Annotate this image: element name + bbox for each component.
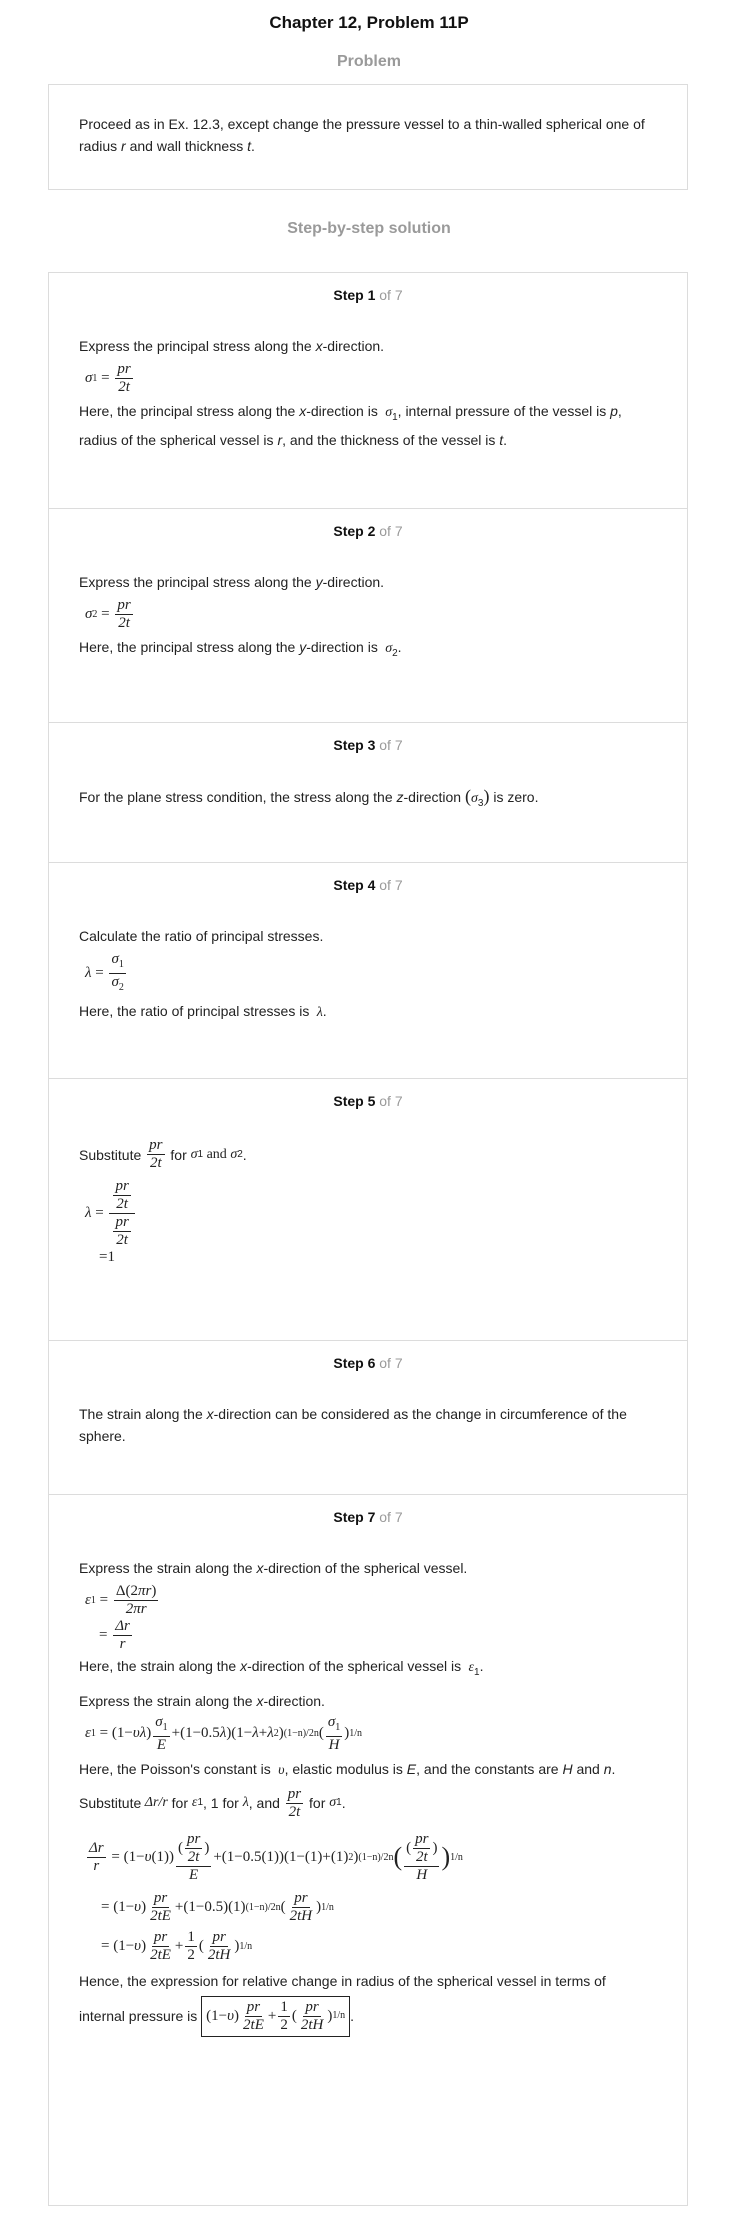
step-text: Here, the strain along the x-direction of the spherical vessel is $\varepsilon_1$. (79, 1658, 484, 1678)
equation: λ = $\frac{\sigma_1}{\sigma_2}$ (85, 951, 124, 993)
step-2 (49, 509, 687, 723)
step-header: Step 6 of 7 (333, 1355, 403, 1371)
step-header: Step 2 of 7 (333, 523, 403, 539)
step-6 (49, 1341, 687, 1495)
equation: $\frac{\Delta r}{r}$ = (1− υ (1)) ( $\frac{pr}{2t}$ ) E +(1−0.5(1))(1−(1)+(1) 2 ) (1−n)/2n ( ( $\frac{pr}{2t}$ ) H ) 1/n (89, 1830, 463, 1883)
problem-text: Proceed as in Ex. 12.3, except change the pressure vessel to a thin-walled spherical one of radius r and wall thickness t. (79, 116, 645, 154)
step-text: Substitute Δr/r for ε 1 , 1 for λ , and $\frac{pr}{2t}$ for σ 1 . (79, 1785, 346, 1820)
problem-box (48, 84, 688, 190)
step-text: For the plane stress condition, the stress along the z-direction $(\sigma_3)$ is zero. (79, 786, 539, 809)
equation: σ 2 = $\frac{pr}{2t}$ (85, 597, 131, 631)
step-5 (49, 1079, 687, 1341)
step-text: Here, the ratio of principal stresses is λ. (79, 1003, 327, 1020)
problem-heading: Problem (336, 53, 401, 70)
step-text: Hence, the expression for relative change in radius of the spherical vessel in terms of (79, 1972, 606, 1989)
equation: = (1− υ ) $\frac{pr}{2tE}$ +(1−0.5)(1) (1−n)/2n ( $\frac{pr}{2tH}$ ) 1/n (101, 1889, 334, 1924)
step-3 (49, 723, 687, 863)
step-header: Step 1 of 7 (333, 287, 403, 303)
step-header: Step 3 of 7 (333, 737, 403, 753)
step-4 (49, 863, 687, 1079)
equation: σ 1 = $\frac{pr}{2t}$ (85, 361, 131, 395)
equation: = $\frac{\Delta r}{r}$ (99, 1618, 130, 1652)
step-text: Express the strain along the x-direction of the spherical vessel. (79, 1560, 468, 1576)
step-text: Here, the principal stress along the y-direction is $\sigma_2$. (79, 639, 402, 659)
solution-box (48, 272, 688, 2206)
step-header: Step 7 of 7 (333, 1509, 403, 1525)
step-header: Step 5 of 7 (333, 1093, 403, 1109)
step-text: Here, the principal stress along the x-direction is $\sigma_1$, internal pressure of the vessel is p, radius of the spherical vessel is r, and the thickness of the vessel is t. (79, 403, 622, 448)
equation: = (1− υ ) $\frac{pr}{2tE}$ + $\frac{1}{2}$ ( $\frac{pr}{2tH}$ ) 1/n (101, 1928, 253, 1963)
equation: ε 1 = (1− υλ ) $\frac{\sigma_1}{E}$ +(1−0.5 λ )(1− λ + λ 2 ) (1−n)/2n ( $\frac{\sigma_1}{H}$ ) 1/n (85, 1713, 362, 1753)
step-7 (49, 1495, 687, 2205)
step-text: Express the principal stress along the y-direction. (79, 574, 385, 590)
step-text: Express the principal stress along the x-direction. (79, 338, 385, 354)
equation: λ = $\frac{\frac{pr}{2t}}{\frac{pr}{2t}}$ (85, 1178, 657, 1249)
step-text: Calculate the ratio of principal stresses. (79, 928, 324, 944)
step-header: Step 4 of 7 (333, 877, 403, 893)
step-text: The strain along the x-direction can be considered as the change in circumference of the sphere. (79, 1406, 627, 1444)
equation: ε 1 = $\frac{\Delta(2\pi r)}{2\pi r}$ (85, 1583, 157, 1617)
step-text: Substitute $\frac{pr}{2t}$ for σ 1 and σ 2 . (79, 1137, 247, 1171)
step-1 (49, 273, 687, 509)
page-title: Chapter 12, Problem 11P (269, 13, 469, 32)
step-text: Here, the Poisson's constant is υ, elastic modulus is E, and the constants are H and n. (79, 1760, 616, 1778)
solution-heading: Step-by-step solution (287, 220, 451, 237)
equation-result: =1 (99, 1249, 115, 1265)
final-answer: internal pressure is (1− υ ) $\frac{pr}{2tE}$ + $\frac{1}{2}$ ( $\frac{pr}{2tH}$ ) 1/n . (79, 1996, 657, 2037)
step-text: Express the strain along the x-direction. (79, 1692, 325, 1709)
